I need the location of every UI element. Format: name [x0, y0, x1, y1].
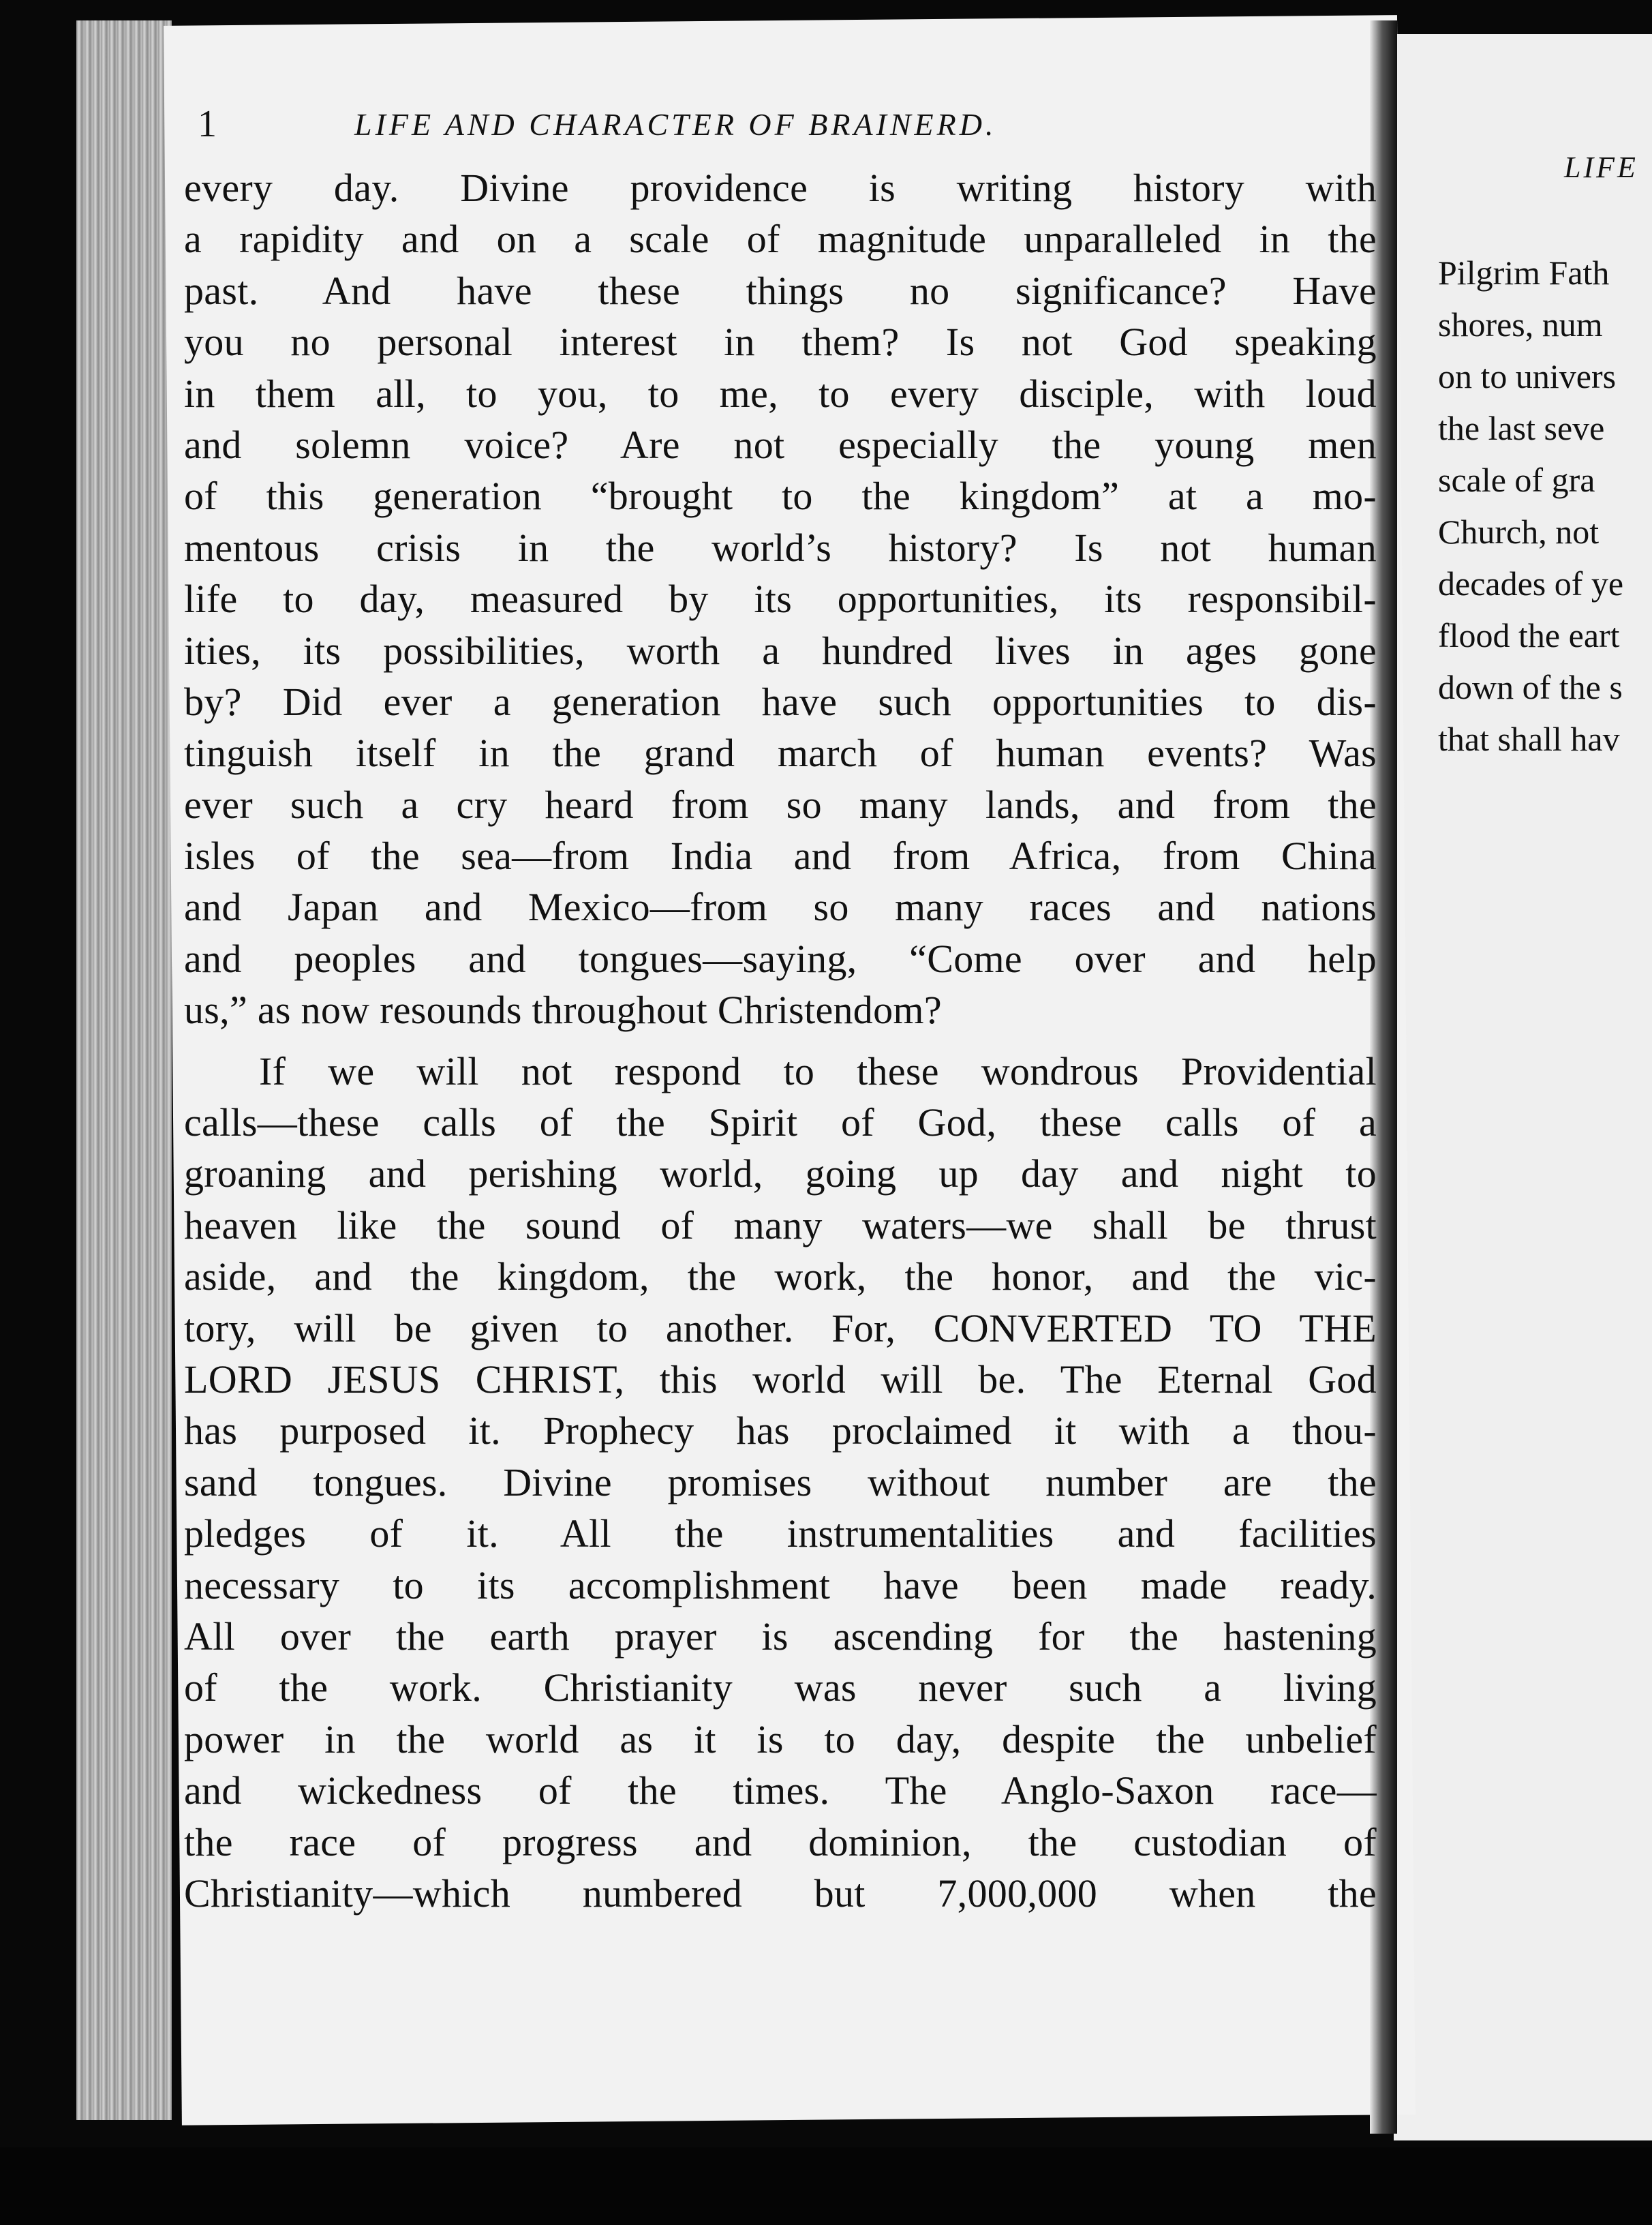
text-line: a rapidity and on a scale of magnitude unparalleled in the [184, 217, 1377, 262]
text-line: LORD JESUS CHRIST, this world will be. The Eternal God [184, 1357, 1377, 1402]
text-line: the race of progress and dominion, the custodian of [184, 1819, 1377, 1864]
right-page-text [1438, 247, 1623, 765]
right-text-line: shores, num [1438, 305, 1603, 344]
page-header [198, 102, 1261, 157]
text-line: you no personal interest in them? Is not God speaking [184, 320, 1377, 365]
text-line: ever such a cry heard from so many lands, and from the [184, 782, 1377, 827]
right-text-line: that shall hav [1438, 720, 1620, 758]
text-line: life to day, measured by its opportunities, its responsibil- [184, 577, 1377, 622]
text-line: pledges of it. All the instrumentalities and facilities [184, 1511, 1377, 1556]
text-line: necessary to its accomplishment have been made ready. [184, 1562, 1377, 1607]
text-line: aside, and the kingdom, the work, the honor, and the vic- [184, 1254, 1377, 1299]
paragraph-end-line: us,” as now resounds throughout Christendom? [184, 988, 942, 1033]
right-text-line: scale of gra [1438, 461, 1595, 499]
text-line: calls—these calls of the Spirit of God, these calls of a [184, 1100, 1377, 1145]
scan-background [0, 2147, 1652, 2225]
right-text-line: down of the s [1438, 668, 1623, 706]
text-line: ities, its possibilities, worth a hundred lives in ages gone [184, 628, 1377, 673]
right-page [1394, 34, 1652, 2140]
text-line: heaven like the sound of many waters—we shall be thrust [184, 1202, 1377, 1247]
text-line: by? Did ever a generation have such opportunities to dis- [184, 679, 1377, 724]
right-running-head: LIFE [1564, 151, 1638, 184]
text-line: and Japan and Mexico—from so many races and nations [184, 885, 1377, 930]
right-text-line: flood the eart [1438, 616, 1620, 654]
text-line: tinguish itself in the grand march of human events? Was [184, 731, 1377, 776]
text-line: and solemn voice? Are not especially the young men [184, 422, 1377, 467]
text-line: power in the world as it is to day, despite the unbelief [184, 1716, 1377, 1761]
page-number: 1 [198, 103, 217, 145]
text-line: and wickedness of the times. The Anglo-Saxon race— [184, 1768, 1377, 1813]
text-line: every day. Divine providence is writing history with [184, 166, 1377, 210]
right-text-line: Church, not [1438, 513, 1600, 551]
text-line: Christianity—which numbered but 7,000,000 when the [184, 1871, 1377, 1916]
text-line: groaning and perishing world, going up day and night to [184, 1151, 1377, 1196]
text-line: of the work. Christianity was never such a living [184, 1665, 1377, 1710]
text-line: All over the earth prayer is ascending for the hastening [184, 1614, 1377, 1659]
page-edges [76, 20, 172, 2120]
text-line: has purposed it. Prophecy has proclaimed it with a thou- [184, 1408, 1377, 1453]
text-line: past. And have these things no significance? Have [184, 268, 1377, 313]
text-line: in them all, to you, to me, to every disciple, with loud [184, 371, 1377, 416]
text-line: sand tongues. Divine promises without number are the [184, 1459, 1377, 1504]
text-line: isles of the sea—from India and from Africa, from China [184, 834, 1377, 879]
text-line: tory, will be given to another. For, CONVERTED TO THE [184, 1305, 1377, 1350]
right-text-line: decades of ye [1438, 564, 1624, 603]
text-line: mentous crisis in the world’s history? Is not human [184, 525, 1377, 570]
text-line: and peoples and tongues—saying, “Come over and help [184, 936, 1377, 981]
right-text-line: on to univers [1438, 357, 1617, 395]
body-text [184, 162, 1377, 1919]
right-text-line: the last seve [1438, 409, 1605, 447]
text-line: of this generation “brought to the kingdom” at a mo- [184, 474, 1377, 519]
running-head: LIFE AND CHARACTER OF BRAINERD. [354, 107, 997, 142]
right-text-line: Pilgrim Fath [1438, 254, 1610, 292]
paragraph-start-line: If we will not respond to these wondrous Providential [259, 1048, 1377, 1093]
